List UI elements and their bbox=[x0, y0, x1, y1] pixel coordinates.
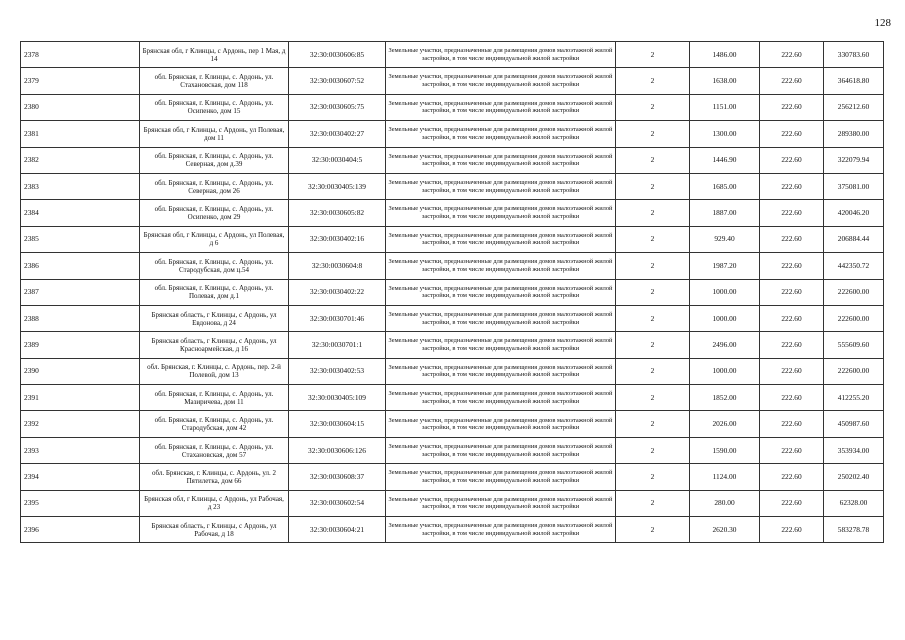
row-number-cell: 2383 bbox=[21, 173, 140, 199]
table-row bbox=[21, 517, 884, 543]
area-cell: 2496.00 bbox=[690, 332, 760, 358]
cadastral-value-cell: 364618.80 bbox=[824, 68, 884, 94]
row-number-cell: 2387 bbox=[21, 279, 140, 305]
area-cell: 1685.00 bbox=[690, 173, 760, 199]
cadastral-number-cell: 32:30:0030405:139 bbox=[289, 173, 386, 199]
address-cell: Брянская область, г Клинцы, с Ардонь, ул Красноармейская, д 16 bbox=[140, 332, 289, 358]
cadastral-value-cell: 62328.00 bbox=[824, 490, 884, 516]
address-cell: Брянская обл, г Клинцы, с Ардонь, пер 1 Мая, д 14 bbox=[140, 42, 289, 68]
table-row bbox=[21, 305, 884, 331]
cadastral-value-cell: 330783.60 bbox=[824, 42, 884, 68]
table-row bbox=[21, 94, 884, 120]
specific-value-cell: 222.60 bbox=[760, 253, 824, 279]
group-cell: 2 bbox=[616, 42, 690, 68]
specific-value-cell: 222.60 bbox=[760, 226, 824, 252]
area-cell: 1124.00 bbox=[690, 464, 760, 490]
row-number-cell: 2388 bbox=[21, 305, 140, 331]
group-cell: 2 bbox=[616, 279, 690, 305]
land-use-cell: Земельные участки, предназначенные для размещения домов малоэтажной жилой застройки, в том числе индивидуальной жилой застройки bbox=[386, 42, 616, 68]
address-cell: обл. Брянская, г. Клинцы, с. Ардонь, ул. 2 Пятилетка, дом 66 bbox=[140, 464, 289, 490]
group-cell: 2 bbox=[616, 517, 690, 543]
area-cell: 1852.00 bbox=[690, 385, 760, 411]
land-use-cell: Земельные участки, предназначенные для размещения домов малоэтажной жилой застройки, в том числе индивидуальной жилой застройки bbox=[386, 226, 616, 252]
area-cell: 1887.00 bbox=[690, 200, 760, 226]
row-number-cell: 2382 bbox=[21, 147, 140, 173]
page-number: 128 bbox=[874, 17, 891, 29]
cadastral-number-cell: 32:30:0030604:21 bbox=[289, 517, 386, 543]
group-cell: 2 bbox=[616, 437, 690, 463]
table-row bbox=[21, 279, 884, 305]
address-cell: обл. Брянская, г. Клинцы, с. Ардонь, ул. Стародубская, дом ц.54 bbox=[140, 253, 289, 279]
cadastral-value-cell: 375081.00 bbox=[824, 173, 884, 199]
specific-value-cell: 222.60 bbox=[760, 358, 824, 384]
cadastral-number-cell: 32:30:0030404:5 bbox=[289, 147, 386, 173]
land-use-cell: Земельные участки, предназначенные для размещения домов малоэтажной жилой застройки, в том числе индивидуальной жилой застройки bbox=[386, 94, 616, 120]
row-number-cell: 2384 bbox=[21, 200, 140, 226]
table-row bbox=[21, 42, 884, 68]
area-cell: 1000.00 bbox=[690, 358, 760, 384]
address-cell: Брянская обл, г Клинцы, с Ардонь, ул Полевая, дом 11 bbox=[140, 121, 289, 147]
cadastral-value-cell: 450987.60 bbox=[824, 411, 884, 437]
area-cell: 1000.00 bbox=[690, 279, 760, 305]
cadastral-number-cell: 32:30:0030602:54 bbox=[289, 490, 386, 516]
cadastral-value-cell: 442350.72 bbox=[824, 253, 884, 279]
area-cell: 2026.00 bbox=[690, 411, 760, 437]
address-cell: обл. Брянская, г. Клинцы, с. Ардонь, ул. Осипенко, дом 15 bbox=[140, 94, 289, 120]
table-row bbox=[21, 200, 884, 226]
land-use-cell: Земельные участки, предназначенные для размещения домов малоэтажной жилой застройки, в том числе индивидуальной жилой застройки bbox=[386, 147, 616, 173]
row-number-cell: 2389 bbox=[21, 332, 140, 358]
row-number-cell: 2396 bbox=[21, 517, 140, 543]
cadastral-value-cell: 322079.94 bbox=[824, 147, 884, 173]
area-cell: 1590.00 bbox=[690, 437, 760, 463]
table-body bbox=[21, 42, 884, 543]
table-row bbox=[21, 332, 884, 358]
address-cell: Брянская область, г Клинцы, с Ардонь, ул Рабочая, д 18 bbox=[140, 517, 289, 543]
table-row bbox=[21, 464, 884, 490]
address-cell: обл. Брянская, г. Клинцы, с. Ардонь, ул. Северная, дом д.39 bbox=[140, 147, 289, 173]
cadastral-value-cell: 206884.44 bbox=[824, 226, 884, 252]
row-number-cell: 2378 bbox=[21, 42, 140, 68]
row-number-cell: 2379 bbox=[21, 68, 140, 94]
address-cell: обл. Брянская, г. Клинцы, с. Ардонь, ул. Стахановская, дом 57 bbox=[140, 437, 289, 463]
area-cell: 1000.00 bbox=[690, 305, 760, 331]
land-use-cell: Земельные участки, предназначенные для размещения домов малоэтажной жилой застройки, в том числе индивидуальной жилой застройки bbox=[386, 437, 616, 463]
area-cell: 1486.00 bbox=[690, 42, 760, 68]
cadastral-number-cell: 32:30:0030604:8 bbox=[289, 253, 386, 279]
land-use-cell: Земельные участки, предназначенные для размещения домов малоэтажной жилой застройки, в том числе индивидуальной жилой застройки bbox=[386, 200, 616, 226]
land-use-cell: Земельные участки, предназначенные для размещения домов малоэтажной жилой застройки, в том числе индивидуальной жилой застройки bbox=[386, 173, 616, 199]
cadastral-value-cell: 222600.00 bbox=[824, 305, 884, 331]
row-number-cell: 2381 bbox=[21, 121, 140, 147]
cadastral-value-cell: 555609.60 bbox=[824, 332, 884, 358]
cadastral-number-cell: 32:30:0030607:52 bbox=[289, 68, 386, 94]
row-number-cell: 2391 bbox=[21, 385, 140, 411]
specific-value-cell: 222.60 bbox=[760, 490, 824, 516]
table-row bbox=[21, 358, 884, 384]
address-cell: Брянская обл, г Клинцы, с Ардонь, ул Рабочая, д 23 bbox=[140, 490, 289, 516]
cadastral-value-cell: 353934.00 bbox=[824, 437, 884, 463]
address-cell: обл. Брянская, г. Клинцы, с. Ардонь, ул. Стахановская, дом 118 bbox=[140, 68, 289, 94]
specific-value-cell: 222.60 bbox=[760, 385, 824, 411]
land-use-cell: Земельные участки, предназначенные для размещения домов малоэтажной жилой застройки, в том числе индивидуальной жилой застройки bbox=[386, 411, 616, 437]
cadastral-number-cell: 32:30:0030405:109 bbox=[289, 385, 386, 411]
group-cell: 2 bbox=[616, 253, 690, 279]
cadastral-value-cell: 289380.00 bbox=[824, 121, 884, 147]
table-row bbox=[21, 437, 884, 463]
area-cell: 2620.30 bbox=[690, 517, 760, 543]
cadastral-number-cell: 32:30:0030402:16 bbox=[289, 226, 386, 252]
group-cell: 2 bbox=[616, 490, 690, 516]
group-cell: 2 bbox=[616, 411, 690, 437]
group-cell: 2 bbox=[616, 358, 690, 384]
area-cell: 929.40 bbox=[690, 226, 760, 252]
specific-value-cell: 222.60 bbox=[760, 173, 824, 199]
cadastral-value-cell: 222600.00 bbox=[824, 358, 884, 384]
address-cell: обл. Брянская, г. Клинцы, с. Ардонь, пер. 2-й Полевой, дом 13 bbox=[140, 358, 289, 384]
cadastral-value-cell: 420046.20 bbox=[824, 200, 884, 226]
row-number-cell: 2395 bbox=[21, 490, 140, 516]
specific-value-cell: 222.60 bbox=[760, 305, 824, 331]
address-cell: Брянская обл, г Клинцы, с Ардонь, ул Полевая, д 6 bbox=[140, 226, 289, 252]
area-cell: 1300.00 bbox=[690, 121, 760, 147]
cadastral-value-cell: 583278.78 bbox=[824, 517, 884, 543]
cadastral-number-cell: 32:30:0030604:15 bbox=[289, 411, 386, 437]
cadastral-number-cell: 32:30:0030605:75 bbox=[289, 94, 386, 120]
area-cell: 1987.20 bbox=[690, 253, 760, 279]
specific-value-cell: 222.60 bbox=[760, 464, 824, 490]
specific-value-cell: 222.60 bbox=[760, 437, 824, 463]
group-cell: 2 bbox=[616, 173, 690, 199]
area-cell: 280.00 bbox=[690, 490, 760, 516]
address-cell: обл. Брянская, г. Клинцы, с. Ардонь, ул. Полевая, дом д.1 bbox=[140, 279, 289, 305]
specific-value-cell: 222.60 bbox=[760, 279, 824, 305]
group-cell: 2 bbox=[616, 385, 690, 411]
table-row bbox=[21, 253, 884, 279]
group-cell: 2 bbox=[616, 121, 690, 147]
land-use-cell: Земельные участки, предназначенные для размещения домов малоэтажной жилой застройки, в том числе индивидуальной жилой застройки bbox=[386, 358, 616, 384]
cadastre-value-table bbox=[20, 41, 884, 543]
land-use-cell: Земельные участки, предназначенные для размещения домов малоэтажной жилой застройки, в том числе индивидуальной жилой застройки bbox=[386, 332, 616, 358]
land-use-cell: Земельные участки, предназначенные для размещения домов малоэтажной жилой застройки, в том числе индивидуальной жилой застройки bbox=[386, 385, 616, 411]
cadastral-value-cell: 250202.40 bbox=[824, 464, 884, 490]
specific-value-cell: 222.60 bbox=[760, 411, 824, 437]
specific-value-cell: 222.60 bbox=[760, 517, 824, 543]
group-cell: 2 bbox=[616, 305, 690, 331]
land-use-cell: Земельные участки, предназначенные для размещения домов малоэтажной жилой застройки, в том числе индивидуальной жилой застройки bbox=[386, 68, 616, 94]
address-cell: обл. Брянская, г. Клинцы, с. Ардонь, ул. Северная, дом 26 bbox=[140, 173, 289, 199]
land-use-cell: Земельные участки, предназначенные для размещения домов малоэтажной жилой застройки, в том числе индивидуальной жилой застройки bbox=[386, 305, 616, 331]
group-cell: 2 bbox=[616, 68, 690, 94]
specific-value-cell: 222.60 bbox=[760, 121, 824, 147]
group-cell: 2 bbox=[616, 332, 690, 358]
area-cell: 1638.00 bbox=[690, 68, 760, 94]
cadastral-number-cell: 32:30:0030402:22 bbox=[289, 279, 386, 305]
area-cell: 1446.90 bbox=[690, 147, 760, 173]
group-cell: 2 bbox=[616, 464, 690, 490]
group-cell: 2 bbox=[616, 226, 690, 252]
address-cell: обл. Брянская, г. Клинцы, с. Ардонь, ул. Стародубская, дом 42 bbox=[140, 411, 289, 437]
table-row bbox=[21, 385, 884, 411]
row-number-cell: 2386 bbox=[21, 253, 140, 279]
cadastral-number-cell: 32:30:0030402:27 bbox=[289, 121, 386, 147]
row-number-cell: 2385 bbox=[21, 226, 140, 252]
land-use-cell: Земельные участки, предназначенные для размещения домов малоэтажной жилой застройки, в том числе индивидуальной жилой застройки bbox=[386, 464, 616, 490]
specific-value-cell: 222.60 bbox=[760, 68, 824, 94]
table-row bbox=[21, 411, 884, 437]
table-row bbox=[21, 121, 884, 147]
address-cell: обл. Брянская, г. Клинцы, с. Ардонь, ул. Осипенко, дом 29 bbox=[140, 200, 289, 226]
row-number-cell: 2390 bbox=[21, 358, 140, 384]
cadastral-number-cell: 32:30:0030606:126 bbox=[289, 437, 386, 463]
row-number-cell: 2393 bbox=[21, 437, 140, 463]
cadastral-number-cell: 32:30:0030605:82 bbox=[289, 200, 386, 226]
land-use-cell: Земельные участки, предназначенные для размещения домов малоэтажной жилой застройки, в том числе индивидуальной жилой застройки bbox=[386, 253, 616, 279]
specific-value-cell: 222.60 bbox=[760, 94, 824, 120]
specific-value-cell: 222.60 bbox=[760, 42, 824, 68]
cadastral-number-cell: 32:30:0030701:1 bbox=[289, 332, 386, 358]
row-number-cell: 2394 bbox=[21, 464, 140, 490]
cadastral-number-cell: 32:30:0030608:37 bbox=[289, 464, 386, 490]
land-use-cell: Земельные участки, предназначенные для размещения домов малоэтажной жилой застройки, в том числе индивидуальной жилой застройки bbox=[386, 490, 616, 516]
group-cell: 2 bbox=[616, 94, 690, 120]
cadastral-number-cell: 32:30:0030701:46 bbox=[289, 305, 386, 331]
cadastral-number-cell: 32:30:0030606:85 bbox=[289, 42, 386, 68]
table-row bbox=[21, 490, 884, 516]
group-cell: 2 bbox=[616, 147, 690, 173]
specific-value-cell: 222.60 bbox=[760, 147, 824, 173]
cadastral-value-cell: 256212.60 bbox=[824, 94, 884, 120]
cadastral-number-cell: 32:30:0030402:53 bbox=[289, 358, 386, 384]
area-cell: 1151.00 bbox=[690, 94, 760, 120]
table-row bbox=[21, 173, 884, 199]
land-use-cell: Земельные участки, предназначенные для размещения домов малоэтажной жилой застройки, в том числе индивидуальной жилой застройки bbox=[386, 121, 616, 147]
group-cell: 2 bbox=[616, 200, 690, 226]
address-cell: обл. Брянская, г. Клинцы, с. Ардонь, ул. Мазиричева, дом 11 bbox=[140, 385, 289, 411]
table-row bbox=[21, 147, 884, 173]
cadastral-value-cell: 222600.00 bbox=[824, 279, 884, 305]
row-number-cell: 2380 bbox=[21, 94, 140, 120]
row-number-cell: 2392 bbox=[21, 411, 140, 437]
specific-value-cell: 222.60 bbox=[760, 200, 824, 226]
table-row bbox=[21, 68, 884, 94]
address-cell: Брянская область, г Клинцы, с Ардонь, ул Евдонова, д 24 bbox=[140, 305, 289, 331]
cadastral-value-cell: 412255.20 bbox=[824, 385, 884, 411]
land-use-cell: Земельные участки, предназначенные для размещения домов малоэтажной жилой застройки, в том числе индивидуальной жилой застройки bbox=[386, 517, 616, 543]
specific-value-cell: 222.60 bbox=[760, 332, 824, 358]
land-use-cell: Земельные участки, предназначенные для размещения домов малоэтажной жилой застройки, в том числе индивидуальной жилой застройки bbox=[386, 279, 616, 305]
table-row bbox=[21, 226, 884, 252]
